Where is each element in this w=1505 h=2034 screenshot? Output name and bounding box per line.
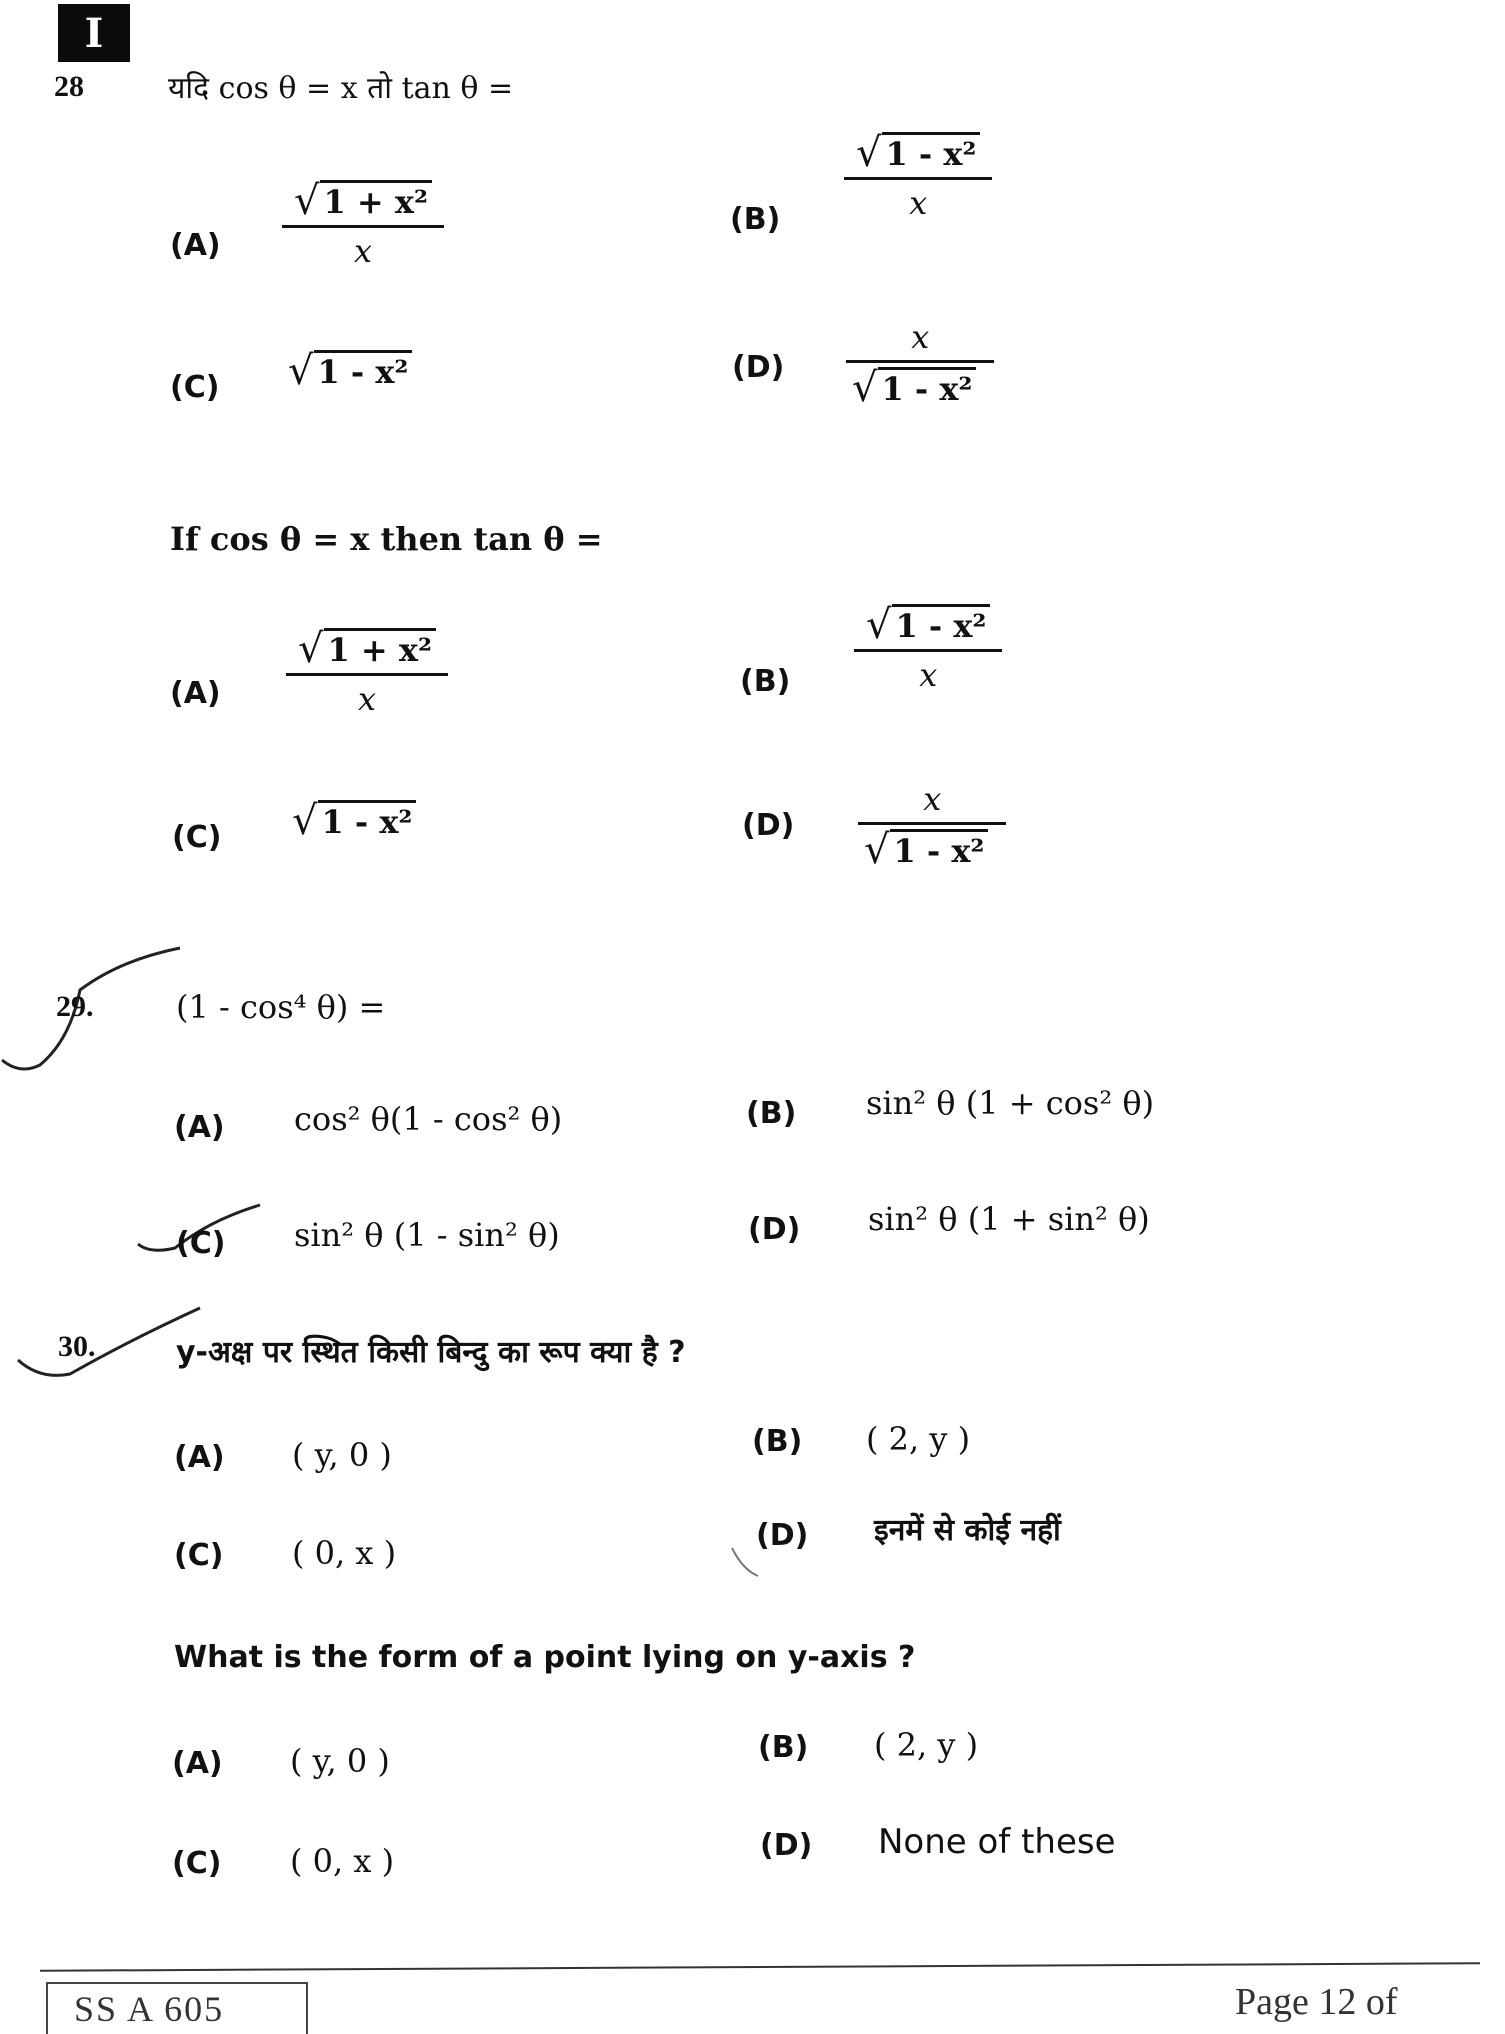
option-label: (B): [740, 664, 791, 699]
paper-code: SS A 605: [46, 1982, 308, 2034]
option-value: √ 1 - x²: [292, 800, 416, 841]
option-label-selected: (C): [176, 1226, 226, 1261]
option-label: (C): [174, 1538, 224, 1573]
option-label-selected: (D): [756, 1518, 809, 1553]
section-badge: I: [58, 4, 130, 62]
option-label: (D): [748, 1212, 801, 1247]
question-number: 28: [54, 70, 84, 103]
question-text-english: If cos θ = x then tan θ =: [170, 520, 603, 558]
question-text-hindi: यदि cos θ = x तो tan θ =: [168, 71, 514, 106]
option-value: None of these: [878, 1822, 1116, 1862]
option-value: ( 2, y ): [874, 1726, 979, 1764]
option-value: x √ 1 - x²: [852, 318, 988, 408]
option-label: (C): [170, 370, 220, 405]
question-text-english: What is the form of a point lying on y-axis ?: [174, 1640, 916, 1675]
question-number: 30.: [58, 1330, 96, 1363]
option-label: (D): [742, 808, 795, 843]
option-value: ( 0, x ): [292, 1534, 397, 1572]
option-value: √ 1 - x²: [288, 350, 412, 391]
question-text-hindi: y-अक्ष पर स्थित किसी बिन्दु का रूप क्या है ?: [176, 1335, 686, 1370]
option-value: √ 1 - x² x: [860, 604, 996, 694]
option-label: (D): [760, 1828, 813, 1863]
option-value: ( y, 0 ): [290, 1742, 390, 1780]
option-label: (B): [746, 1096, 797, 1131]
option-value: ( 2, y ): [866, 1420, 971, 1458]
option-value: ( y, 0 ): [292, 1436, 392, 1474]
option-label: (A): [170, 676, 221, 711]
option-value: cos² θ(1 - cos² θ): [294, 1100, 563, 1138]
option-value: ( 0, x ): [290, 1842, 395, 1880]
option-label: (C): [172, 1846, 222, 1881]
option-label: (D): [732, 350, 785, 385]
option-value: x √ 1 - x²: [864, 780, 1000, 870]
option-value: sin² θ (1 - sin² θ): [294, 1216, 560, 1254]
option-label: (B): [758, 1730, 809, 1765]
option-label: (B): [752, 1424, 803, 1459]
option-value: √ 1 + x² x: [292, 628, 442, 718]
option-label: (C): [172, 820, 222, 855]
option-value: √ 1 + x² x: [288, 180, 438, 270]
option-value: इनमें से कोई नहीं: [874, 1513, 1061, 1548]
option-label: (A): [172, 1746, 223, 1781]
footer-divider: [40, 1962, 1480, 1972]
option-label: (A): [170, 228, 221, 263]
tick-mark-icon: [0, 940, 200, 1070]
option-value: sin² θ (1 + cos² θ): [866, 1084, 1155, 1122]
question-number: 29.: [56, 990, 94, 1023]
option-value: √ 1 - x² x: [850, 132, 986, 222]
option-label: (B): [730, 202, 781, 237]
page-number: Page 12 of: [1235, 1981, 1398, 2023]
option-value: sin² θ (1 + sin² θ): [868, 1200, 1150, 1238]
option-label: (A): [174, 1440, 225, 1475]
question-text: (1 - cos⁴ θ) =: [176, 988, 386, 1026]
option-label: (A): [174, 1110, 225, 1145]
